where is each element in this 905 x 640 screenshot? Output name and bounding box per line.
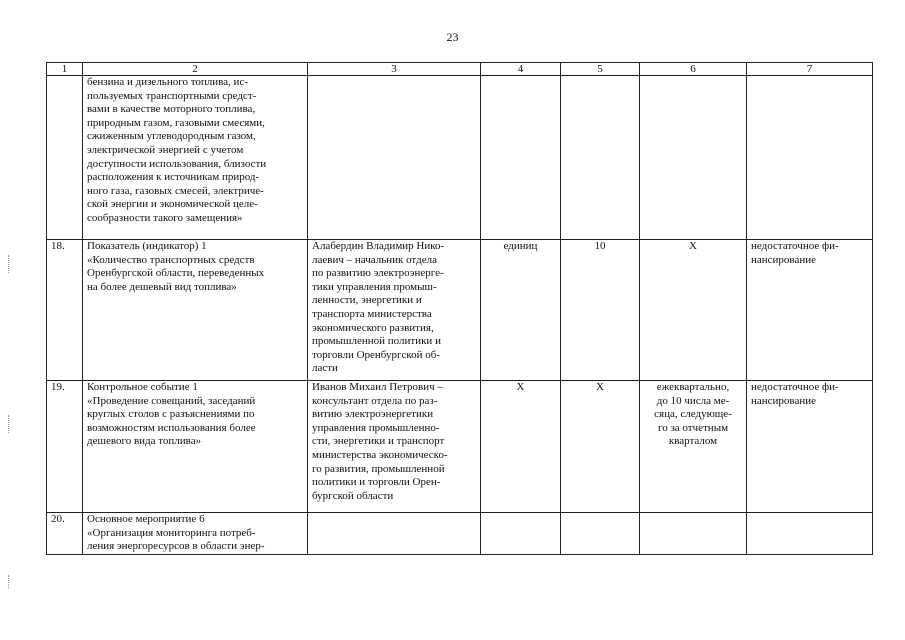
row-responsible [308,76,481,240]
table-row [47,76,873,240]
column-header: 7 [747,63,873,76]
column-header: 3 [308,63,481,76]
row-unit: Х [481,381,561,513]
row-deadline: Х [640,240,747,381]
row-value: 10 [561,240,640,381]
row-unit [481,76,561,240]
column-header: 4 [481,63,561,76]
document-table [46,62,873,555]
row-risk: недостаточное фи- нансирование [747,381,873,513]
column-header: 1 [47,63,83,76]
row-responsible [308,513,481,555]
header-row [47,63,873,76]
row-value: Х [561,381,640,513]
table-row [47,381,873,513]
row-value [561,76,640,240]
page-number: 23 [446,30,459,44]
column-header: 2 [83,63,308,76]
margin-mark [8,255,10,273]
row-description: Показатель (индикатор) 1 «Количество транспортных средств Оренбургской области, переведенных на более дешевый вид топлива» [83,240,308,381]
margin-mark [8,575,10,589]
row-responsible: Алабердин Владимир Нико- лаевич – начальник отдела по развитию электроэнерге- тики управления промыш- ленности, энергетики и транспорта министерства экономического развития, промышленной политики и торговли Оренбургской об- ласти [308,240,481,381]
table-row [47,513,873,555]
row-unit: единиц [481,240,561,381]
row-deadline [640,513,747,555]
row-description: Контрольное событие 1 «Проведение совещаний, заседаний круглых столов с разъяснениями по возможностям использования более дешевого вида топлива» [83,381,308,513]
row-value [561,513,640,555]
column-header: 5 [561,63,640,76]
row-unit [481,513,561,555]
row-deadline: ежеквартально, до 10 числа ме- сяца, следующе- го за отчетным кварталом [640,381,747,513]
row-risk [747,76,873,240]
row-responsible: Иванов Михаил Петрович – консультант отдела по раз- витию электроэнергетики управления промышленно- сти, энергетики и транспорт министерства экономическо- го развития, промышленной политики и торговли Орен- бургской области [308,381,481,513]
row-risk: недостаточное фи- нансирование [747,240,873,381]
row-number: 20. [47,513,83,555]
column-header: 6 [640,63,747,76]
row-description: бензина и дизельного топлива, ис- пользуемых транспортными средст- вами в качестве моторного топлива, природным газом, газовыми смесями, сжиженным углеводородным газом, электрической энергией с учетом доступности использования, близости расположения к источникам природ- ного газа, газовых смесей, электриче- ской энергии и экономической целе- сообразности такого замещения» [83,76,308,240]
row-risk [747,513,873,555]
row-deadline [640,76,747,240]
table-row [47,240,873,381]
margin-mark [8,415,10,433]
row-number [47,76,83,240]
row-number: 19. [47,381,83,513]
row-number: 18. [47,240,83,381]
row-description: Основное мероприятие 6 «Организация мониторинга потреб- ления энергоресурсов в области энер- [83,513,308,555]
